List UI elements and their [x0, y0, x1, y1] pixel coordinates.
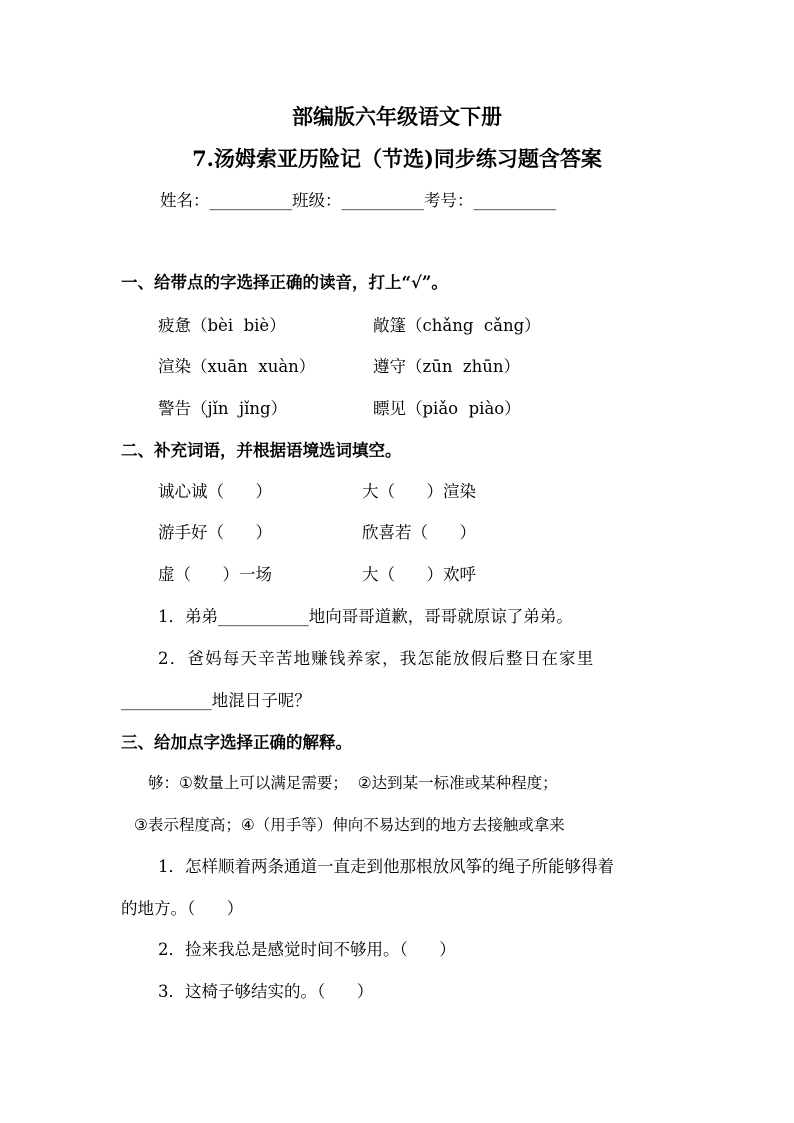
idiom-item: 游手好（ ）: [158, 523, 272, 542]
document-subtitle: 7.汤姆索亚历险记（节选)同步练习题含答案: [192, 146, 602, 171]
student-info-line: 姓名：__________班级：__________考号：__________: [160, 191, 556, 210]
idiom-item: 诚心诚（ ）: [158, 482, 272, 501]
meaning-question-2: 2．捡来我总是感觉时间不够用。（ ）: [158, 940, 456, 959]
idiom-item: 大（ ）渲染: [362, 482, 476, 501]
fill-question-2: 2．爸妈每天辛苦地赚钱养家，我怎能放假后整日在家里: [158, 649, 595, 668]
section-2-heading: 二、补充词语，并根据语境选词填空。: [121, 441, 402, 460]
definition-line-2: ③表示程度高；④（用手等）伸向不易达到的地方去接触或拿来: [134, 816, 565, 834]
idiom-item: 欣喜若（ ）: [362, 523, 476, 542]
pinyin-item: 瞟见（piǎo piào）: [373, 399, 521, 418]
pinyin-item: 遵守（zūn zhūn）: [373, 357, 521, 376]
pinyin-item: 敞篷（chǎng cǎng）: [373, 316, 541, 335]
definition-line-1: 够：①数量上可以满足需要； ②达到某一标准或某种程度；: [148, 774, 558, 792]
fill-question-2-cont: ___________地混日子呢？: [121, 691, 311, 710]
pinyin-item: 疲惫（bèi biè）: [158, 316, 286, 335]
document-title: 部编版六年级语文下册: [292, 104, 502, 129]
meaning-question-1: 1．怎样顺着两条通道一直走到他那根放风筝的绳子所能够得着: [158, 857, 614, 876]
meaning-question-3: 3．这椅子够结实的。（ ）: [158, 982, 374, 1001]
idiom-item: 大（ ）欢呼: [362, 565, 476, 584]
pinyin-item: 警告（jǐn jǐng）: [158, 399, 288, 418]
idiom-item: 虚（ ）一场: [158, 565, 272, 584]
section-1-heading: 一、给带点的字选择正确的读音，打上“√”。: [121, 273, 448, 292]
meaning-question-1-cont: 的地方。（ ）: [121, 899, 244, 918]
section-3-heading: 三、给加点字选择正确的解释。: [121, 733, 352, 752]
pinyin-item: 渲染（xuān xuàn）: [158, 357, 316, 376]
fill-question-1: 1．弟弟___________地向哥哥道歉，哥哥就原谅了弟弟。: [158, 607, 573, 626]
